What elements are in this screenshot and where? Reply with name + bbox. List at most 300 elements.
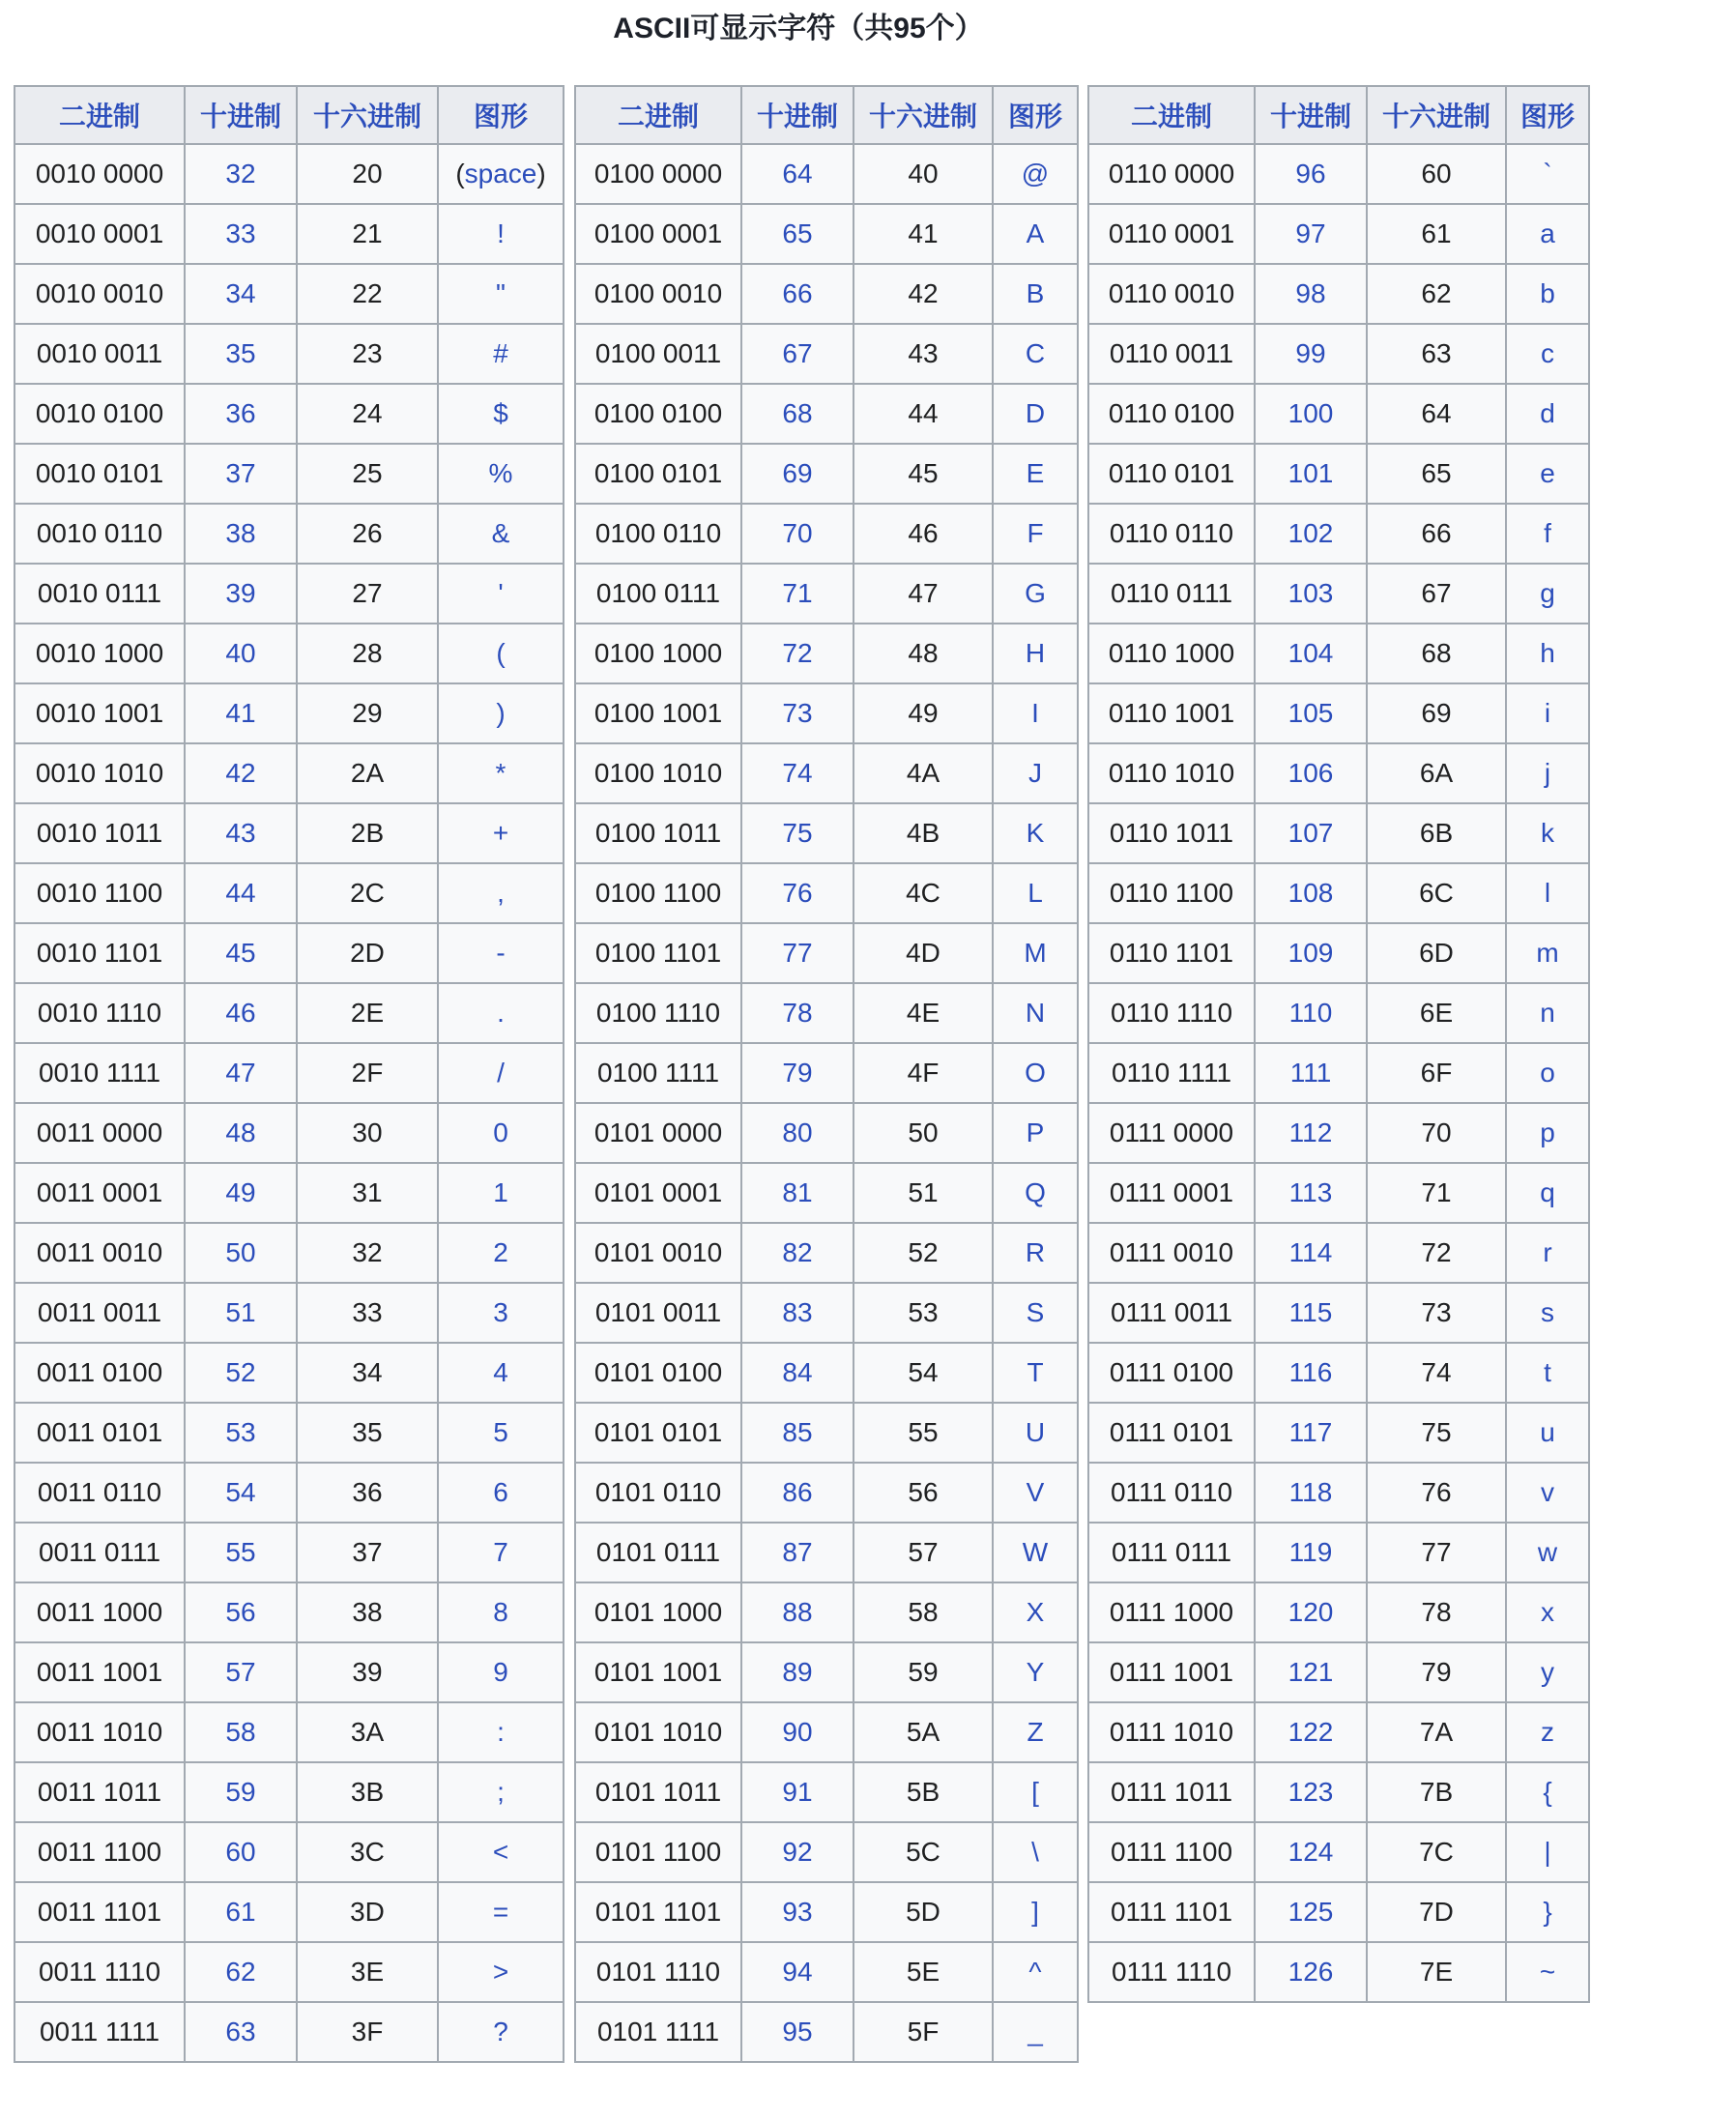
glyph-link[interactable]: 6 <box>493 1477 508 1507</box>
hex-cell: 64 <box>1367 384 1506 444</box>
decimal-link[interactable]: 110 <box>1288 998 1333 1028</box>
glyph-link[interactable]: ! <box>497 218 505 248</box>
glyph-link[interactable]: G <box>1025 578 1046 608</box>
glyph-link[interactable]: M <box>1024 938 1047 968</box>
glyph-link[interactable]: I <box>1031 698 1039 728</box>
glyph-link[interactable]: 4 <box>493 1357 508 1387</box>
glyph-link[interactable]: f <box>1544 518 1551 548</box>
table-row <box>1088 1642 1589 1702</box>
table-row <box>575 624 1078 683</box>
decimal-link[interactable]: 118 <box>1288 1477 1333 1507</box>
decimal-link[interactable]: 88 <box>782 1597 813 1627</box>
decimal-link[interactable]: 73 <box>782 698 813 728</box>
glyph-link[interactable]: + <box>492 818 509 848</box>
header-link-hex[interactable]: 十六进制 <box>868 102 977 131</box>
hex-cell: 40 <box>854 144 993 204</box>
header-link-decimal[interactable]: 十进制 <box>1269 102 1351 131</box>
binary-cell: 0110 1110 <box>1088 983 1255 1043</box>
decimal-link[interactable]: 51 <box>225 1297 256 1327</box>
decimal-link[interactable]: 39 <box>225 578 256 608</box>
decimal-link[interactable]: 104 <box>1288 638 1334 668</box>
decimal-link[interactable]: 42 <box>225 758 256 788</box>
decimal-link[interactable]: 64 <box>782 159 813 189</box>
decimal-link[interactable]: 41 <box>225 698 256 728</box>
glyph-link[interactable]: \ <box>1031 1837 1039 1867</box>
decimal-link[interactable]: 85 <box>782 1417 813 1447</box>
table-row <box>14 1762 564 1822</box>
decimal-link[interactable]: 76 <box>782 878 813 908</box>
glyph-cell <box>438 1882 564 1942</box>
decimal-link[interactable]: 122 <box>1288 1717 1334 1747</box>
glyph-link[interactable]: n <box>1540 998 1555 1028</box>
hex-cell: 50 <box>854 1103 993 1163</box>
glyph-link[interactable]: W <box>1022 1537 1049 1567</box>
hex-cell: 66 <box>1367 504 1506 564</box>
glyph-link[interactable]: / <box>497 1058 505 1088</box>
glyph-cell <box>993 444 1078 504</box>
hex-cell: 3E <box>297 1942 438 2002</box>
glyph-link[interactable]: K <box>1026 818 1045 848</box>
decimal-link[interactable]: 124 <box>1288 1837 1334 1867</box>
glyph-link[interactable]: _ <box>1027 2017 1043 2046</box>
glyph-link[interactable]: 3 <box>493 1297 508 1327</box>
glyph-link[interactable]: p <box>1540 1118 1555 1147</box>
glyph-link[interactable]: = <box>492 1897 509 1927</box>
decimal-link[interactable]: 80 <box>782 1118 813 1147</box>
decimal-link[interactable]: 52 <box>225 1357 256 1387</box>
table-row <box>14 923 564 983</box>
decimal-link[interactable]: 126 <box>1288 1957 1334 1987</box>
header-link-glyph[interactable]: 图形 <box>1007 102 1062 131</box>
decimal-link[interactable]: 59 <box>225 1777 256 1807</box>
decimal-link[interactable]: 89 <box>782 1657 813 1687</box>
decimal-link[interactable]: 54 <box>225 1477 256 1507</box>
glyph-link[interactable]: b <box>1540 278 1555 308</box>
decimal-link[interactable]: 79 <box>782 1058 813 1088</box>
decimal-link[interactable]: 103 <box>1288 578 1334 608</box>
glyph-cell <box>1506 384 1589 444</box>
header-link-binary[interactable]: 二进制 <box>617 102 699 131</box>
table-row <box>14 803 564 863</box>
decimal-link[interactable]: 81 <box>782 1177 813 1207</box>
hex-cell: 5E <box>854 1942 993 2002</box>
decimal-link[interactable]: 66 <box>782 278 813 308</box>
decimal-cell <box>741 1343 854 1403</box>
decimal-link[interactable]: 109 <box>1288 938 1334 968</box>
decimal-link[interactable]: 96 <box>1295 159 1326 189</box>
binary-cell: 0111 1110 <box>1088 1942 1255 2002</box>
decimal-link[interactable]: 67 <box>782 338 813 368</box>
table-row <box>575 983 1078 1043</box>
glyph-cell <box>993 1403 1078 1463</box>
decimal-cell <box>741 1762 854 1822</box>
decimal-cell <box>1255 1822 1367 1882</box>
decimal-link[interactable]: 53 <box>225 1417 256 1447</box>
glyph-link[interactable]: : <box>497 1717 505 1747</box>
hex-cell: 7D <box>1367 1882 1506 1942</box>
binary-cell: 0010 0111 <box>14 564 185 624</box>
decimal-link[interactable]: 63 <box>225 2017 256 2046</box>
decimal-link[interactable]: 123 <box>1288 1777 1334 1807</box>
glyph-cell <box>993 923 1078 983</box>
glyph-link[interactable]: J <box>1028 758 1042 788</box>
glyph-cell <box>1506 1822 1589 1882</box>
glyph-link[interactable]: " <box>496 278 506 308</box>
decimal-link[interactable]: 40 <box>225 638 256 668</box>
binary-cell: 0111 0011 <box>1088 1283 1255 1343</box>
glyph-cell <box>1506 144 1589 204</box>
table-row <box>14 1463 564 1523</box>
decimal-link[interactable]: 34 <box>225 278 256 308</box>
decimal-cell <box>1255 504 1367 564</box>
glyph-link[interactable]: Y <box>1026 1657 1045 1687</box>
glyph-link[interactable]: ` <box>1543 159 1552 189</box>
hex-cell: 49 <box>854 683 993 743</box>
decimal-cell <box>741 564 854 624</box>
glyph-link[interactable]: & <box>491 518 510 548</box>
table-row <box>1088 504 1589 564</box>
decimal-cell <box>741 1702 854 1762</box>
header-link-glyph[interactable]: 图形 <box>1519 102 1575 131</box>
decimal-cell <box>185 1403 297 1463</box>
decimal-link[interactable]: 61 <box>225 1897 256 1927</box>
hex-cell: 69 <box>1367 683 1506 743</box>
glyph-link[interactable]: ? <box>493 2017 508 2046</box>
glyph-link[interactable]: # <box>493 338 508 368</box>
decimal-link[interactable]: 92 <box>782 1837 813 1867</box>
glyph-link[interactable]: > <box>492 1957 509 1987</box>
decimal-link[interactable]: 44 <box>225 878 256 908</box>
header-link-decimal[interactable]: 十进制 <box>199 102 281 131</box>
header-link-decimal[interactable]: 十进制 <box>756 102 838 131</box>
glyph-link[interactable]: - <box>496 938 506 968</box>
decimal-link[interactable]: 121 <box>1288 1657 1334 1687</box>
decimal-link[interactable]: 83 <box>782 1297 813 1327</box>
glyph-link[interactable]: v <box>1541 1477 1554 1507</box>
decimal-link[interactable]: 101 <box>1288 458 1334 488</box>
glyph-link[interactable]: [ <box>1031 1777 1039 1807</box>
decimal-link[interactable]: 60 <box>225 1837 256 1867</box>
glyph-link[interactable]: V <box>1026 1477 1045 1507</box>
header-cell-binary <box>575 86 741 144</box>
decimal-link[interactable]: 102 <box>1288 518 1334 548</box>
glyph-link[interactable]: ( <box>496 638 506 668</box>
decimal-cell <box>1255 444 1367 504</box>
glyph-link[interactable]: x <box>1541 1597 1554 1627</box>
decimal-link[interactable]: 33 <box>225 218 256 248</box>
glyph-cell <box>1506 1463 1589 1523</box>
decimal-cell <box>741 504 854 564</box>
glyph-cell <box>438 1702 564 1762</box>
decimal-cell <box>741 1103 854 1163</box>
hex-cell: 3D <box>297 1882 438 1942</box>
decimal-link[interactable]: 77 <box>782 938 813 968</box>
decimal-cell <box>185 1043 297 1103</box>
decimal-link[interactable]: 71 <box>782 578 813 608</box>
decimal-cell <box>185 923 297 983</box>
decimal-cell <box>1255 683 1367 743</box>
table-row <box>14 1523 564 1582</box>
decimal-link[interactable]: 49 <box>225 1177 256 1207</box>
glyph-link[interactable]: 1 <box>493 1177 508 1207</box>
glyph-cell <box>438 1343 564 1403</box>
glyph-link[interactable]: * <box>495 758 506 788</box>
decimal-link[interactable]: 82 <box>782 1237 813 1267</box>
header-link-binary[interactable]: 二进制 <box>58 102 140 131</box>
table-row <box>575 1882 1078 1942</box>
header-link-glyph[interactable]: 图形 <box>473 102 528 131</box>
glyph-cell <box>1506 683 1589 743</box>
decimal-link[interactable]: 97 <box>1295 218 1326 248</box>
decimal-link[interactable]: 94 <box>782 1957 813 1987</box>
table-row <box>14 683 564 743</box>
glyph-cell <box>438 683 564 743</box>
decimal-link[interactable]: 95 <box>782 2017 813 2046</box>
decimal-link[interactable]: 46 <box>225 998 256 1028</box>
glyph-cell <box>993 204 1078 264</box>
glyph-link[interactable]: m <box>1536 938 1559 968</box>
glyph-link[interactable]: ~ <box>1539 1957 1556 1987</box>
decimal-link[interactable]: 111 <box>1289 1058 1332 1088</box>
glyph-link[interactable]: s <box>1541 1297 1554 1327</box>
decimal-link[interactable]: 119 <box>1288 1537 1333 1567</box>
glyph-link[interactable]: 9 <box>493 1657 508 1687</box>
glyph-link[interactable]: w <box>1537 1537 1558 1567</box>
decimal-link[interactable]: 117 <box>1288 1417 1333 1447</box>
decimal-link[interactable]: 47 <box>225 1058 256 1088</box>
glyph-link[interactable]: h <box>1540 638 1555 668</box>
header-link-hex[interactable]: 十六进制 <box>312 102 421 131</box>
glyph-link[interactable]: o <box>1540 1058 1555 1088</box>
decimal-link[interactable]: 78 <box>782 998 813 1028</box>
glyph-link[interactable]: | <box>1544 1837 1551 1867</box>
glyph-link[interactable]: U <box>1025 1417 1046 1447</box>
glyph-link[interactable]: S <box>1026 1297 1045 1327</box>
table-row <box>575 1223 1078 1283</box>
decimal-link[interactable]: 112 <box>1288 1118 1333 1147</box>
decimal-link[interactable]: 107 <box>1288 818 1334 848</box>
glyph-link[interactable]: H <box>1025 638 1046 668</box>
decimal-link[interactable]: 72 <box>782 638 813 668</box>
glyph-link[interactable]: { <box>1543 1777 1552 1807</box>
glyph-link[interactable]: A <box>1026 218 1045 248</box>
decimal-link[interactable]: 37 <box>225 458 256 488</box>
decimal-link[interactable]: 45 <box>225 938 256 968</box>
glyph-link[interactable]: O <box>1025 1058 1046 1088</box>
glyph-link[interactable]: E <box>1026 458 1045 488</box>
decimal-link[interactable]: 108 <box>1288 878 1334 908</box>
glyph-link[interactable]: < <box>492 1837 509 1867</box>
decimal-link[interactable]: 32 <box>225 159 256 189</box>
glyph-link[interactable]: ^ <box>1028 1957 1042 1987</box>
decimal-link[interactable]: 105 <box>1288 698 1334 728</box>
hex-cell: 29 <box>297 683 438 743</box>
decimal-link[interactable]: 43 <box>225 818 256 848</box>
binary-cell: 0111 0001 <box>1088 1163 1255 1223</box>
decimal-link[interactable]: 116 <box>1288 1357 1333 1387</box>
decimal-cell <box>741 1582 854 1642</box>
glyph-cell <box>993 2002 1078 2062</box>
glyph-link[interactable]: Q <box>1025 1177 1046 1207</box>
glyph-link[interactable]: ] <box>1031 1897 1039 1927</box>
decimal-link[interactable]: 58 <box>225 1717 256 1747</box>
decimal-link[interactable]: 90 <box>782 1717 813 1747</box>
binary-cell: 0010 1010 <box>14 743 185 803</box>
decimal-link[interactable]: 86 <box>782 1477 813 1507</box>
hex-cell: 79 <box>1367 1642 1506 1702</box>
decimal-cell <box>185 1163 297 1223</box>
glyph-link[interactable]: 5 <box>493 1417 508 1447</box>
decimal-link[interactable]: 35 <box>225 338 256 368</box>
glyph-cell <box>438 983 564 1043</box>
glyph-link[interactable]: . <box>497 998 505 1028</box>
decimal-link[interactable]: 106 <box>1288 758 1334 788</box>
decimal-link[interactable]: 48 <box>225 1118 256 1147</box>
glyph-link[interactable]: u <box>1540 1417 1555 1447</box>
hex-cell: 37 <box>297 1523 438 1582</box>
glyph-link[interactable]: ; <box>497 1777 505 1807</box>
table-row <box>575 1463 1078 1523</box>
table-row <box>575 863 1078 923</box>
glyph-link[interactable]: 2 <box>493 1237 508 1267</box>
glyph-link[interactable]: , <box>497 878 505 908</box>
decimal-link[interactable]: 84 <box>782 1357 813 1387</box>
glyph-link[interactable]: $ <box>493 398 508 428</box>
binary-cell: 0100 0111 <box>575 564 741 624</box>
decimal-link[interactable]: 87 <box>782 1537 813 1567</box>
glyph-link[interactable]: z <box>1541 1717 1554 1747</box>
glyph-link[interactable]: D <box>1025 398 1046 428</box>
binary-cell: 0101 1001 <box>575 1642 741 1702</box>
glyph-link[interactable]: } <box>1543 1897 1552 1927</box>
glyph-cell <box>993 1762 1078 1822</box>
hex-cell: 2A <box>297 743 438 803</box>
decimal-link[interactable]: 99 <box>1295 338 1326 368</box>
glyph-link[interactable]: C <box>1025 338 1046 368</box>
header-cell-glyph <box>993 86 1078 144</box>
glyph-link[interactable]: r <box>1543 1237 1552 1267</box>
decimal-link[interactable]: 38 <box>225 518 256 548</box>
decimal-cell <box>741 983 854 1043</box>
decimal-link[interactable]: 50 <box>225 1237 256 1267</box>
glyph-cell <box>438 863 564 923</box>
hex-cell: 2E <box>297 983 438 1043</box>
binary-cell: 0111 1011 <box>1088 1762 1255 1822</box>
glyph-link[interactable]: q <box>1540 1177 1555 1207</box>
decimal-link[interactable]: 62 <box>225 1957 256 1987</box>
ascii-table-2 <box>574 85 1079 2063</box>
decimal-link[interactable]: 115 <box>1288 1297 1333 1327</box>
glyph-link[interactable]: B <box>1026 278 1045 308</box>
glyph-link[interactable]: k <box>1541 818 1554 848</box>
decimal-link[interactable]: 70 <box>782 518 813 548</box>
glyph-link[interactable]: y <box>1541 1657 1554 1687</box>
hex-cell: 73 <box>1367 1283 1506 1343</box>
header-cell-glyph <box>438 86 564 144</box>
decimal-link[interactable]: 74 <box>782 758 813 788</box>
decimal-link[interactable]: 56 <box>225 1597 256 1627</box>
binary-cell: 0010 0101 <box>14 444 185 504</box>
glyph-cell <box>438 324 564 384</box>
decimal-cell <box>185 1582 297 1642</box>
glyph-link[interactable]: l <box>1544 878 1551 908</box>
glyph-link[interactable]: 7 <box>493 1537 508 1567</box>
decimal-link[interactable]: 100 <box>1288 398 1334 428</box>
glyph-link[interactable]: d <box>1540 398 1555 428</box>
decimal-link[interactable]: 36 <box>225 398 256 428</box>
decimal-link[interactable]: 68 <box>782 398 813 428</box>
glyph-link[interactable]: F <box>1027 518 1044 548</box>
glyph-link[interactable]: t <box>1544 1357 1551 1387</box>
glyph-link[interactable]: X <box>1026 1597 1045 1627</box>
binary-cell: 0011 1101 <box>14 1882 185 1942</box>
decimal-link[interactable]: 113 <box>1288 1177 1333 1207</box>
decimal-link[interactable]: 69 <box>782 458 813 488</box>
glyph-link[interactable]: N <box>1025 998 1046 1028</box>
binary-cell: 0101 0101 <box>575 1403 741 1463</box>
glyph-link[interactable]: P <box>1026 1118 1045 1147</box>
decimal-link[interactable]: 114 <box>1288 1237 1333 1267</box>
binary-cell: 0110 1111 <box>1088 1043 1255 1103</box>
glyph-link[interactable]: 0 <box>493 1118 508 1147</box>
header-link-hex[interactable]: 十六进制 <box>1381 102 1490 131</box>
glyph-link[interactable]: % <box>488 458 513 488</box>
glyph-link[interactable]: j <box>1544 758 1551 788</box>
table-row <box>14 1702 564 1762</box>
glyph-link[interactable]: T <box>1027 1357 1044 1387</box>
glyph-cell <box>993 264 1078 324</box>
glyph-link[interactable]: R <box>1025 1237 1046 1267</box>
binary-cell: 0101 1100 <box>575 1822 741 1882</box>
glyph-link[interactable]: ) <box>496 698 506 728</box>
decimal-link[interactable]: 57 <box>225 1657 256 1687</box>
hex-cell: 78 <box>1367 1582 1506 1642</box>
glyph-link[interactable]: @ <box>1021 159 1050 189</box>
glyph-link[interactable]: c <box>1541 338 1554 368</box>
page-title: ASCII可显示字符（共95个） <box>613 13 984 44</box>
binary-cell: 0111 0110 <box>1088 1463 1255 1523</box>
glyph-link[interactable]: ' <box>498 578 504 608</box>
decimal-link[interactable]: 55 <box>225 1537 256 1567</box>
glyph-link[interactable]: e <box>1540 458 1555 488</box>
decimal-link[interactable]: 120 <box>1288 1597 1334 1627</box>
glyph-link[interactable]: 8 <box>493 1597 508 1627</box>
decimal-cell <box>185 803 297 863</box>
header-link-binary[interactable]: 二进制 <box>1130 102 1212 131</box>
hex-cell: 7A <box>1367 1702 1506 1762</box>
glyph-link[interactable]: space <box>464 159 537 189</box>
glyph-cell <box>438 144 564 204</box>
glyph-link[interactable]: Z <box>1027 1717 1044 1747</box>
decimal-link[interactable]: 98 <box>1295 278 1326 308</box>
glyph-link[interactable]: g <box>1540 578 1555 608</box>
decimal-link[interactable]: 75 <box>782 818 813 848</box>
table-row <box>14 1642 564 1702</box>
glyph-link[interactable]: L <box>1027 878 1043 908</box>
decimal-link[interactable]: 91 <box>782 1777 813 1807</box>
table-row <box>1088 1822 1589 1882</box>
glyph-link[interactable]: i <box>1544 698 1551 728</box>
table-row <box>575 1103 1078 1163</box>
decimal-link[interactable]: 125 <box>1288 1897 1334 1927</box>
decimal-link[interactable]: 93 <box>782 1897 813 1927</box>
glyph-link[interactable]: a <box>1540 218 1555 248</box>
glyph-cell <box>993 1463 1078 1523</box>
hex-cell: 51 <box>854 1163 993 1223</box>
binary-cell: 0100 0000 <box>575 144 741 204</box>
decimal-link[interactable]: 65 <box>782 218 813 248</box>
decimal-cell <box>1255 1283 1367 1343</box>
